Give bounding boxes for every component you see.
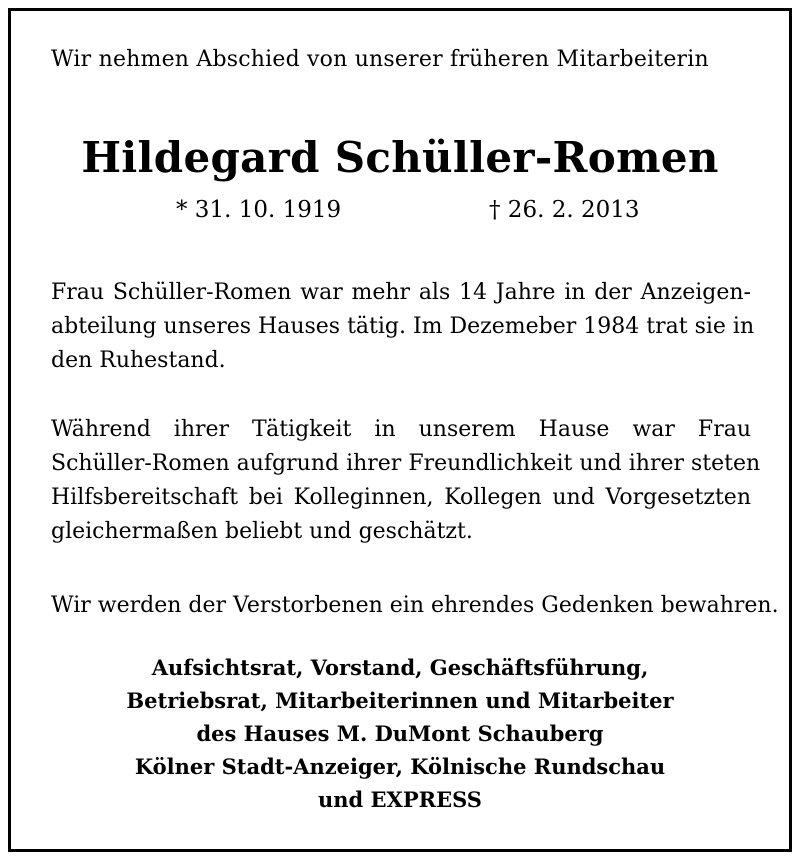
death-date: † 26. 2. 2013 — [489, 197, 640, 223]
paragraph-line: Hilfsbereitschaft bei Kolleginnen, Kollegen und Vorgesetzten — [51, 485, 751, 510]
paragraph-line: Während ihrer Tätigkeit in unserem Hause war Frau — [51, 417, 751, 442]
paragraph-line: den Ruhestand. — [51, 348, 226, 373]
deceased-name: Hildegard Schüller-Romen — [81, 133, 719, 182]
paragraph-tribute — [51, 413, 761, 549]
paragraph-line: Schüller-Romen aufgrund ihrer Freundlichkeit und ihrer steten — [51, 451, 761, 476]
paragraph-employment — [51, 276, 755, 378]
signer-line: und EXPRESS — [318, 787, 482, 812]
signer-line: Aufsichtsrat, Vorstand, Geschäftsführung, — [151, 655, 649, 680]
signer-line: Betriebsrat, Mitarbeiterinnen und Mitarbeiter — [126, 688, 674, 713]
signer-line: des Hauses M. DuMont Schauberg — [196, 721, 604, 746]
obituary-notice — [8, 8, 792, 852]
paragraph-remembrance — [51, 589, 779, 623]
paragraph-line: abteilung unseres Hauses tätig. Im Dezemeber 1984 trat sie in — [51, 314, 755, 339]
signers-block — [11, 651, 789, 816]
paragraph-line: gleichermaßen beliebt und geschätzt. — [51, 519, 473, 544]
signer-line: Kölner Stadt-Anzeiger, Kölnische Rundschau — [134, 754, 666, 779]
intro-line: Wir nehmen Abschied von unserer früheren Mitarbeiterin — [51, 47, 709, 72]
paragraph-line: Wir werden der Verstorbenen ein ehrendes Gedenken bewahren. — [51, 593, 779, 618]
birth-date: * 31. 10. 1919 — [176, 197, 342, 223]
paragraph-line: Frau Schüller-Romen war mehr als 14 Jahre in der Anzeigen- — [51, 280, 751, 305]
